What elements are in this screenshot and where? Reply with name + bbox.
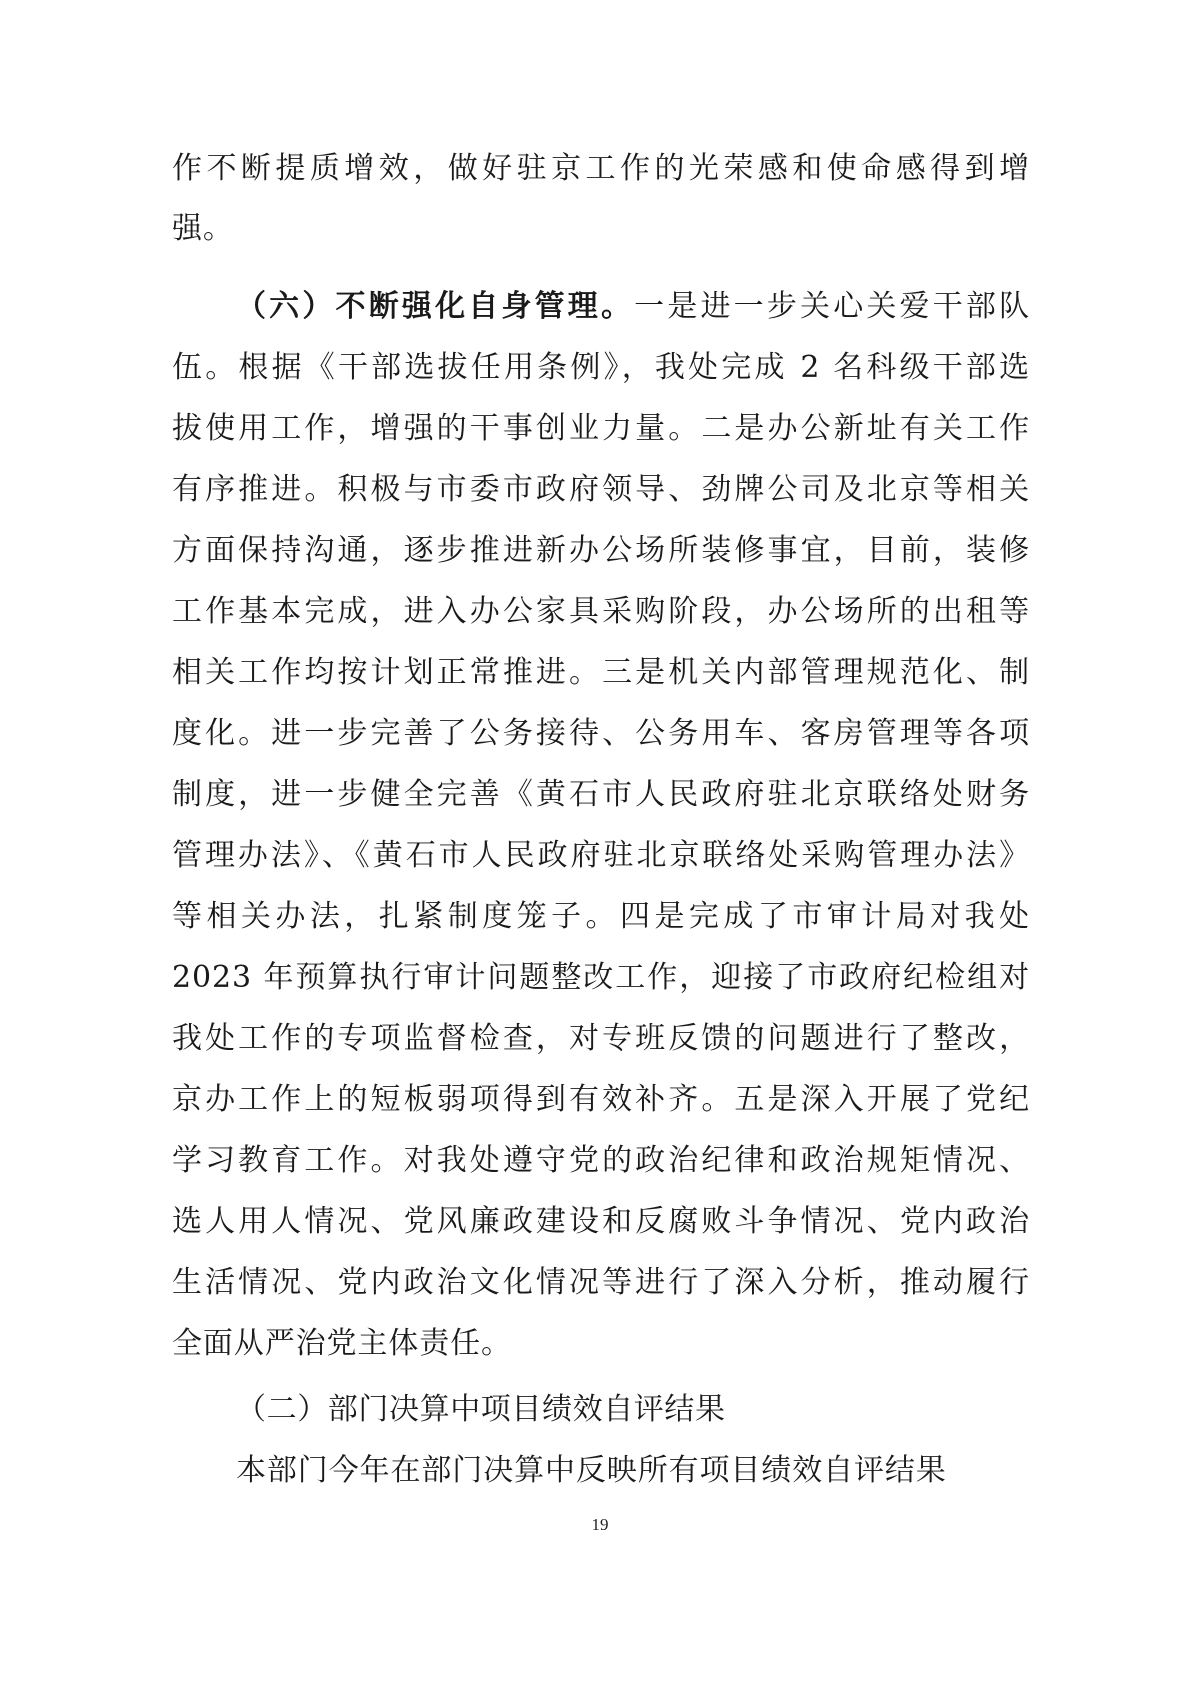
paragraph-2-line: 京办工作上的短板弱项得到有效补齐。五是深入开展了党纪 <box>172 1082 1030 1117</box>
paragraph-2-line: 等相关办法，扎紧制度笼子。四是完成了市审计局对我处 <box>172 899 1030 934</box>
paragraph-2-line: 相关工作均按计划正常推进。三是机关内部管理规范化、制 <box>172 655 1030 690</box>
paragraph-2-line: 工作基本完成，进入办公家具采购阶段，办公场所的出租等 <box>172 594 1030 629</box>
paragraph-2-line: 度化。进一步完善了公务接待、公务用车、客房管理等各项 <box>172 716 1030 751</box>
paragraph-1-line: 作不断提质增效，做好驻京工作的光荣感和使命感得到增 <box>172 151 1030 186</box>
paragraph-2-line: 有序推进。积极与市委市政府领导、劲牌公司及北京等相关 <box>172 472 1030 507</box>
paragraph-2-line: 全面从严治党主体责任。 <box>172 1326 512 1361</box>
paragraph-2-line: 生活情况、党内政治文化情况等进行了深入分析，推动履行 <box>172 1265 1030 1300</box>
paragraph-2-lead: （六）不断强化自身管理。 <box>236 289 635 324</box>
paragraph-2-line: 伍。根据《干部选拔任用条例》，我处完成 2 名科级干部选 <box>172 350 1030 385</box>
paragraph-2-line: 方面保持沟通，逐步推进新办公场所装修事宜，目前，装修 <box>172 533 1030 568</box>
paragraph-2-line: 拔使用工作，增强的干事创业力量。二是办公新址有关工作 <box>172 411 1030 446</box>
paragraph-2-line: 制度，进一步健全完善《黄石市人民政府驻北京联络处财务 <box>172 777 1030 812</box>
paragraph-2-first-line-rest: 一是进一步关心关爱干部队 <box>634 289 1030 324</box>
paragraph-2-line: 我处工作的专项监督检查，对专班反馈的问题进行了整改， <box>172 1021 1030 1056</box>
paragraph-2-first-line <box>236 278 1030 336</box>
paragraph-2-line: 学习教育工作。对我处遵守党的政治纪律和政治规矩情况、 <box>172 1143 1030 1178</box>
paragraph-1-line: 强。 <box>172 211 234 246</box>
paragraph-2-line: 管理办法》、《黄石市人民政府驻北京联络处采购管理办法》 <box>172 838 1030 873</box>
paragraph-2-line: 2023 年预算执行审计问题整改工作，迎接了市政府纪检组对 <box>172 960 1030 995</box>
page-number: 19 <box>591 1515 609 1534</box>
section-heading: （二）部门决算中项目绩效自评结果 <box>236 1392 726 1427</box>
paragraph-2-line: 选人用人情况、党风廉政建设和反腐败斗争情况、党内政治 <box>172 1204 1030 1239</box>
paragraph-3-line: 本部门今年在部门决算中反映所有项目绩效自评结果 <box>236 1453 947 1488</box>
